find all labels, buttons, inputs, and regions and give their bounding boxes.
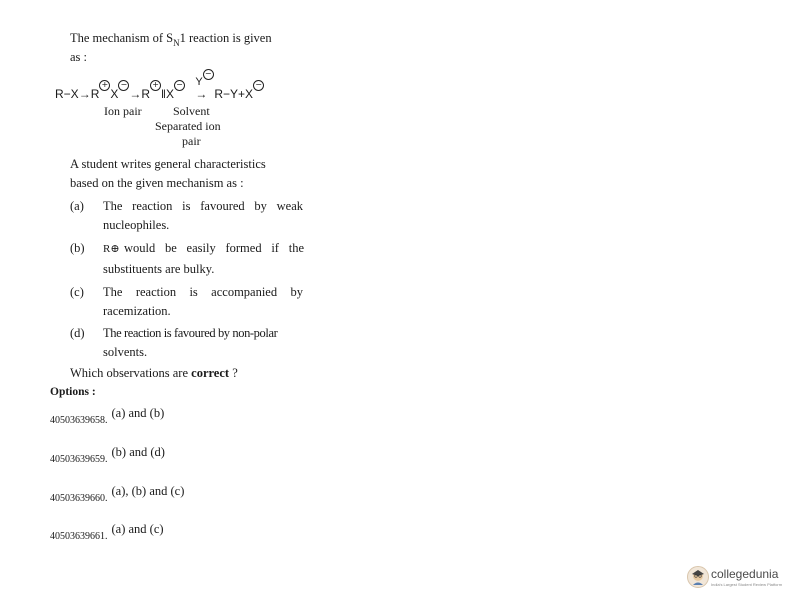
option-2-id: 40503639659. xyxy=(50,454,108,465)
mech-ion-pair-r: R xyxy=(90,87,100,101)
mech-reactant: R−X xyxy=(55,87,79,101)
statement-b-label: (b) xyxy=(70,241,85,255)
mech-arrow-1: → xyxy=(78,87,91,101)
option-3-text: (a), (b) and (c) xyxy=(111,484,185,498)
mechanism-equation xyxy=(55,69,264,101)
minus-charge-icon: − xyxy=(174,80,185,91)
ask-bold: correct xyxy=(191,366,230,380)
mech-arrow-3: → xyxy=(195,87,208,101)
question-stem-line2: based on the given mechanism as : xyxy=(70,176,244,190)
question-intro-line2: as : xyxy=(70,50,88,64)
statement-d-label: (d) xyxy=(70,326,85,340)
intro-subscript: N xyxy=(173,38,180,48)
statement-b-line1: would be easily formed if the xyxy=(124,241,304,255)
statement-a-line2: nucleophiles. xyxy=(103,218,170,232)
minus-charge-icon: − xyxy=(118,80,129,91)
minus-charge-icon: − xyxy=(203,69,214,80)
brand-tagline: India's Largest Student Review Platform xyxy=(711,582,783,587)
option-1[interactable] xyxy=(50,404,165,426)
statement-d-line1: The reaction is favoured by non-polar xyxy=(103,326,278,340)
student-avatar-icon xyxy=(688,567,708,587)
ask-suffix: ? xyxy=(229,366,238,380)
statement-c-label: (c) xyxy=(70,285,84,299)
label-ion-pair: Ion pair xyxy=(104,104,142,118)
minus-charge-icon: − xyxy=(253,80,264,91)
intro-text-2: 1 reaction is given xyxy=(179,31,272,45)
option-3-id: 40503639660. xyxy=(50,493,108,504)
label-solvent: Solvent xyxy=(173,104,210,118)
ask-prefix: Which observations are xyxy=(70,366,192,380)
r-cation-symbol: R⊕ xyxy=(103,243,120,255)
intro-text-1: The mechanism of S xyxy=(70,31,174,45)
mech-nucleophile-arrow xyxy=(188,69,214,101)
option-2[interactable] xyxy=(50,443,165,465)
option-4-id: 40503639661. xyxy=(50,531,108,542)
label-pair: pair xyxy=(182,134,201,148)
nucleophile-symbol: Y xyxy=(195,76,203,88)
statement-b-line2: substituents are bulky. xyxy=(103,262,215,276)
statement-b-r-cation xyxy=(103,241,120,256)
mech-products: R−Y+X xyxy=(214,87,254,101)
statement-c-line2: racemization. xyxy=(103,304,171,318)
mech-separator: ‖ xyxy=(161,87,167,101)
label-separated-ion: Separated ion xyxy=(155,119,221,133)
question-stem-line1: A student writes general characteristics xyxy=(70,157,266,171)
question-intro xyxy=(70,31,272,46)
statement-a-label: (a) xyxy=(70,199,84,213)
mech-nucleophile xyxy=(195,69,213,88)
options-heading: Options : xyxy=(50,386,96,398)
plus-charge-icon: + xyxy=(150,80,161,91)
mech-separated-r: R xyxy=(141,87,151,101)
mech-ion-pair-x: X xyxy=(110,87,119,101)
mech-separated-x: X xyxy=(166,87,175,101)
option-4-text: (a) and (c) xyxy=(111,522,164,536)
statement-c-line1: The reaction is accompanied by xyxy=(103,285,303,299)
option-4[interactable] xyxy=(50,520,164,542)
brand-name: collegedunia xyxy=(711,567,779,581)
mech-arrow-2: → xyxy=(129,87,142,101)
question-ask xyxy=(70,366,238,381)
statement-a-line1: The reaction is favoured by weak xyxy=(103,199,303,213)
collegedunia-logo-icon xyxy=(687,566,709,588)
plus-charge-icon: + xyxy=(99,80,110,91)
option-1-id: 40503639658. xyxy=(50,415,108,426)
option-2-text: (b) and (d) xyxy=(111,445,165,459)
statement-d-line2: solvents. xyxy=(103,345,148,359)
option-1-text: (a) and (b) xyxy=(111,406,165,420)
option-3[interactable] xyxy=(50,482,185,504)
